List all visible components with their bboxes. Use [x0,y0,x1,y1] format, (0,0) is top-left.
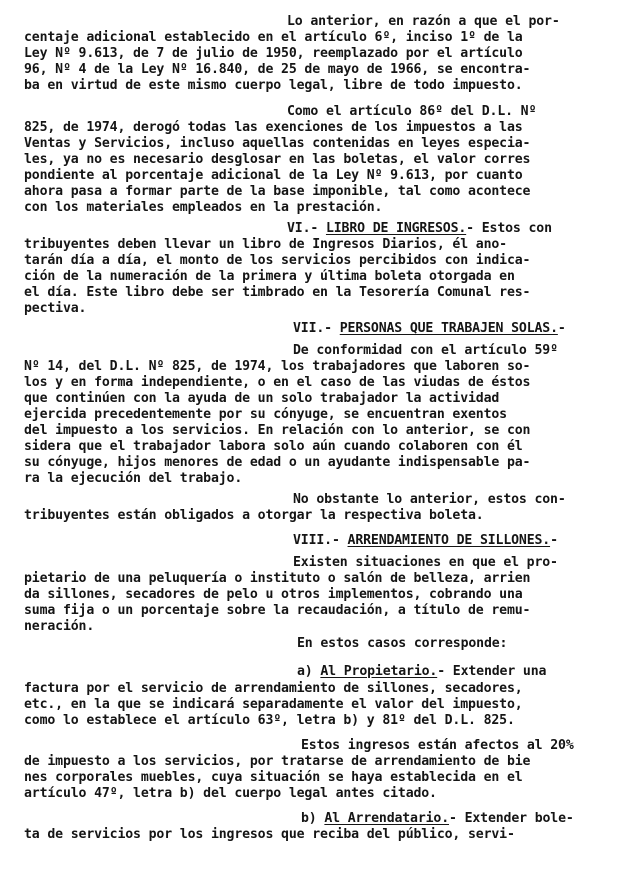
text-line: Nº 14, del D.L. Nº 825, de 1974, los trabajadores que laboren so- [24,359,531,374]
text-line: factura por el servicio de arrendamiento de sillones, secadores, [24,681,523,696]
item-heading-rest: - Extender una [437,664,547,679]
text-line: tarán día a día, el monto de los servicios percibidos con indica- [24,253,531,268]
text-line: Lo anterior, en razón a que el por- [287,14,560,29]
text-line: ahora pasa a formar parte de la base imponible, tal como acontece [24,184,531,199]
text-line: ción de la numeración de la primera y última boleta otorgada en [24,269,515,284]
item-heading-rest: - Extender bole- [449,811,574,826]
text-line: del impuesto a los servicios. En relación con lo anterior, se con [24,423,531,438]
section-heading-rest: - [557,321,566,336]
text-line: con los materiales empleados en la prestación. [24,200,383,215]
text-line: los y en forma independiente, o en el caso de las viudas de éstos [24,375,531,390]
item-title: Al Arrendatario. [324,811,450,826]
text-line: ejercida precedentemente por su cónyuge, se encuentran exentos [24,407,507,422]
text-line: artículo 47º, letra b) del cuerpo legal antes citado. [24,786,437,801]
section-title: ARRENDAMIENTO DE SILLONES. [347,533,551,548]
text-line: pietario de una peluquería o instituto o salón de belleza, arrien [24,571,531,586]
section-title: LIBRO DE INGRESOS. [325,221,467,236]
text-line: Ley Nº 9.613, de 7 de julio de 1950, reemplazado por el artículo [24,46,523,61]
text-line: da sillones, secadores de pelo u otros implementos, cobrando una [24,587,523,602]
text-line: de impuesto a los servicios, por tratarse de arrendamiento de bie [24,754,531,769]
item-title: Al Propietario. [320,664,438,679]
section-heading [287,221,552,237]
text-line: Estos ingresos están afectos al 20% [301,738,574,753]
section-heading [293,533,558,549]
text-line: Existen situaciones en que el pro- [293,555,558,570]
section-title: PERSONAS QUE TRABAJEN SOLAS. [339,321,558,336]
text-line: neración. [24,619,95,634]
text-line: ra la ejecución del trabajo. [24,471,243,486]
text-line: pectiva. [24,301,87,316]
text-line: 825, de 1974, derogó todas las exenciones de los impuestos a las [24,120,523,135]
text-line: Ventas y Servicios, incluso aquellas contenidas en leyes especia- [24,136,531,151]
item-heading [297,664,546,680]
text-line: ta de servicios por los ingresos que reciba del público, servi- [24,827,515,842]
text-line: pondiente al porcentaje adicional de la Ley Nº 9.613, por cuanto [24,168,523,183]
text-line: les, ya no es necesario desglosar en las boletas, el valor corres [24,152,531,167]
text-line: De conformidad con el artículo 59º [293,343,558,358]
text-line: como lo establece el artículo 63º, letra b) y 81º del D.L. 825. [24,713,515,728]
text-line: el día. Este libro debe ser timbrado en la Tesorería Comunal res- [24,285,531,300]
text-line: sidera que el trabajador labora solo aún cuando colaboren con él [24,439,523,454]
text-line: su cónyuge, hijos menores de edad o un ayudante indispensable pa- [24,455,531,470]
section-heading-rest: - [550,533,558,548]
section-number: VI.- [287,221,326,236]
text-line: que continúen con la ayuda de un solo trabajador la actividad [24,391,500,406]
text-line: Como el artículo 86º del D.L. Nº [287,104,537,119]
text-line: 96, Nº 4 de la Ley Nº 16.840, de 25 de mayo de 1966, se encontra- [24,62,531,77]
text-line: tribuyentes deben llevar un libro de Ingresos Diarios, él ano- [24,237,507,252]
section-heading-rest: - Estos con [466,221,552,236]
text-line: etc., en la que se indicará separadamente el valor del impuesto, [24,697,523,712]
text-line: tribuyentes están obligados a otorgar la respectiva boleta. [24,508,484,523]
text-line: centaje adicional establecido en el artículo 6º, inciso 1º de la [24,30,523,45]
paragraph-casos: En estos casos corresponde: [297,636,508,651]
item-letter: b) [301,811,325,826]
section-number: VII.- [293,321,340,336]
text-line: suma fija o un porcentaje sobre la recaudación, a título de remu- [24,603,531,618]
section-number: VIII.- [293,533,348,548]
item-letter: a) [297,664,321,679]
item-heading [301,811,574,827]
text-line: nes corporales muebles, cuya situación se haya establecida en el [24,770,523,785]
text-line: No obstante lo anterior, estos con- [293,492,566,507]
text-line: ba en virtud de este mismo cuerpo legal, libre de todo impuesto. [24,78,523,93]
section-heading [293,321,566,337]
